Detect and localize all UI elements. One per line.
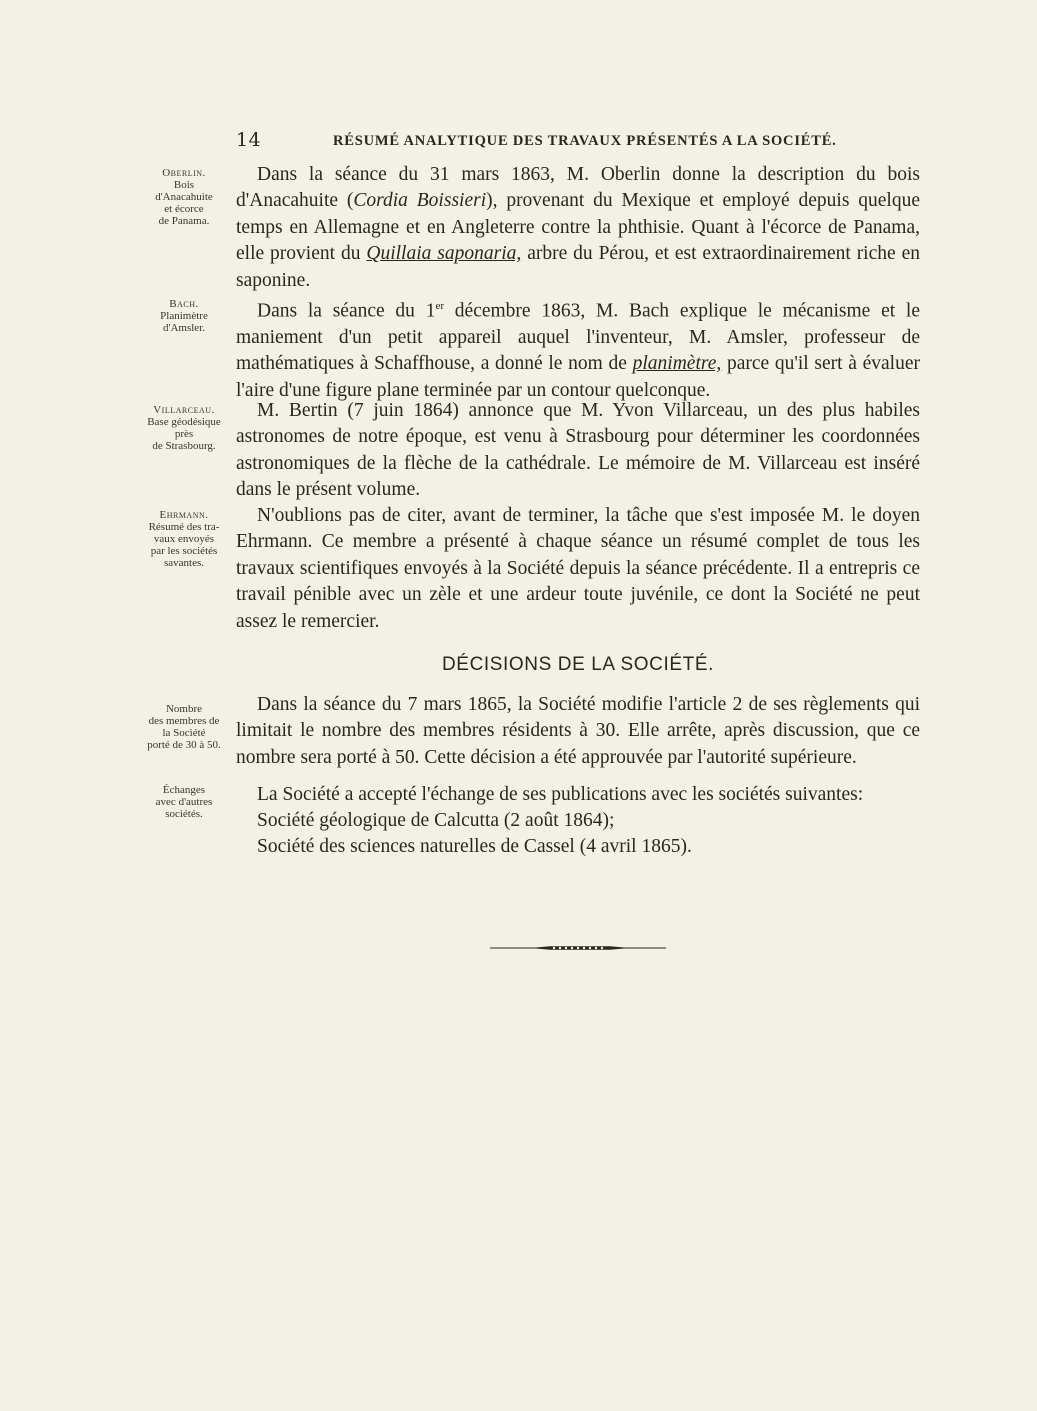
- paragraph-ehrmann: N'oublions pas de citer, avant de terminer, la tâche que s'est imposée M. le doyen Ehrmann. Ce membre a présenté à chaque séance un résumé complet de tous les travaux scientifiques envoyés à la Société depuis la séance précédente. Il a entrepris ce travail pénible avec un zèle et une ardeur toute juvénile, ce dont la Société ne peut assez le remercier.: [236, 505, 920, 632]
- ornamental-rule-icon: [490, 945, 666, 951]
- margin-note-name: Oberlin.: [162, 167, 206, 179]
- paragraph-oberlin: Dans la séance du 31 mars 1863, M. Oberlin donne la description du bois d'Anacahuite (Cordia Boissieri), provenant du Mexique et employé depuis quelque temps en Allemagne et en Angleterre contre la phthisie. Quant à l'écorce de Panama, elle provient du Quillaia saponaria, arbre du Pérou, et est extraordinairement riche en saponine.: [236, 164, 921, 291]
- paragraph-bach: Dans la séance du 1er décembre 1863, M. Bach explique le mécanisme et le maniement d'un petit appareil auquel l'inventeur, M. Amsler, professeur de mathématiques à Schaffhouse, a donné le nom de planimètre, parce qu'il sert à évaluer l'aire d'une figure plane terminée par un contour quelconque.: [236, 300, 921, 401]
- margin-note-name: Villarceau.: [153, 404, 215, 416]
- margin-note-line: porté de 30 à 50.: [147, 739, 221, 751]
- margin-note-line: Nombre: [165, 703, 203, 715]
- margin-note-line: Bois: [173, 179, 195, 191]
- page-number: 14: [236, 129, 261, 151]
- margin-note-name: Ehrmann.: [159, 509, 209, 521]
- margin-note-oberlin: [132, 167, 236, 227]
- margin-note-line: Planimètre: [160, 310, 208, 322]
- margin-note-name: Bach.: [169, 298, 199, 310]
- page-title: RÉSUMÉ ANALYTIQUE DES TRAVAUX PRÉSENTÉS A LA SOCIÉTÉ.: [333, 133, 837, 149]
- margin-note-line: par les sociétés: [150, 545, 218, 557]
- margin-note-line: Échanges: [162, 784, 206, 796]
- margin-note-line: vaux envoyés: [153, 533, 215, 545]
- margin-note-bach: [132, 298, 236, 334]
- margin-note-echanges: [132, 784, 236, 820]
- paragraph-villarceau: M. Bertin (7 juin 1864) annonce que M. Yvon Villarceau, un des plus habiles astronomes de notre époque, est venu à Strasbourg pour déterminer les coordonnées astronomiques de la flèche de la cathédrale. Le mémoire de M. Villarceau est inséré dans le présent volume.: [236, 400, 920, 501]
- margin-note-line: des membres de: [148, 715, 220, 727]
- margin-note-line: d'Amsler.: [162, 322, 205, 334]
- margin-note-villarceau: [132, 404, 236, 452]
- margin-note-line: sociétés.: [165, 808, 203, 820]
- margin-note-line: de Strasbourg.: [152, 440, 216, 452]
- margin-note-line: Résumé des tra-: [148, 521, 220, 533]
- list-item: Société géologique de Calcutta (2 août 1864);: [257, 810, 615, 831]
- margin-note-line: la Société: [162, 727, 206, 739]
- section-title: DÉCISIONS DE LA SOCIÉTÉ.: [441, 654, 715, 675]
- margin-note-line: savantes.: [163, 557, 204, 569]
- margin-note-line: avec d'autres: [155, 796, 213, 808]
- margin-note-line: d'Anacahuite: [155, 191, 213, 203]
- margin-note-ehrmann: [132, 509, 236, 569]
- list-item: Société des sciences naturelles de Cassel (4 avril 1865).: [257, 836, 692, 857]
- paragraph-nombre: Dans la séance du 7 mars 1865, la Société modifie l'article 2 de ses règlements qui limitait le nombre des membres résidents à 30. Elle arrête, après discussion, que ce nombre sera porté à 50. Cette décision a été approuvée par l'autorité supérieure.: [236, 694, 920, 768]
- margin-note-line: et écorce: [164, 203, 204, 215]
- margin-note-nombre: [132, 703, 236, 751]
- margin-note-line: Base géodésique: [147, 416, 221, 428]
- margin-note-line: près: [174, 428, 194, 440]
- paragraph-echanges: La Société a accepté l'échange de ses publications avec les sociétés suivantes:: [257, 784, 864, 805]
- margin-note-line: de Panama.: [158, 215, 210, 227]
